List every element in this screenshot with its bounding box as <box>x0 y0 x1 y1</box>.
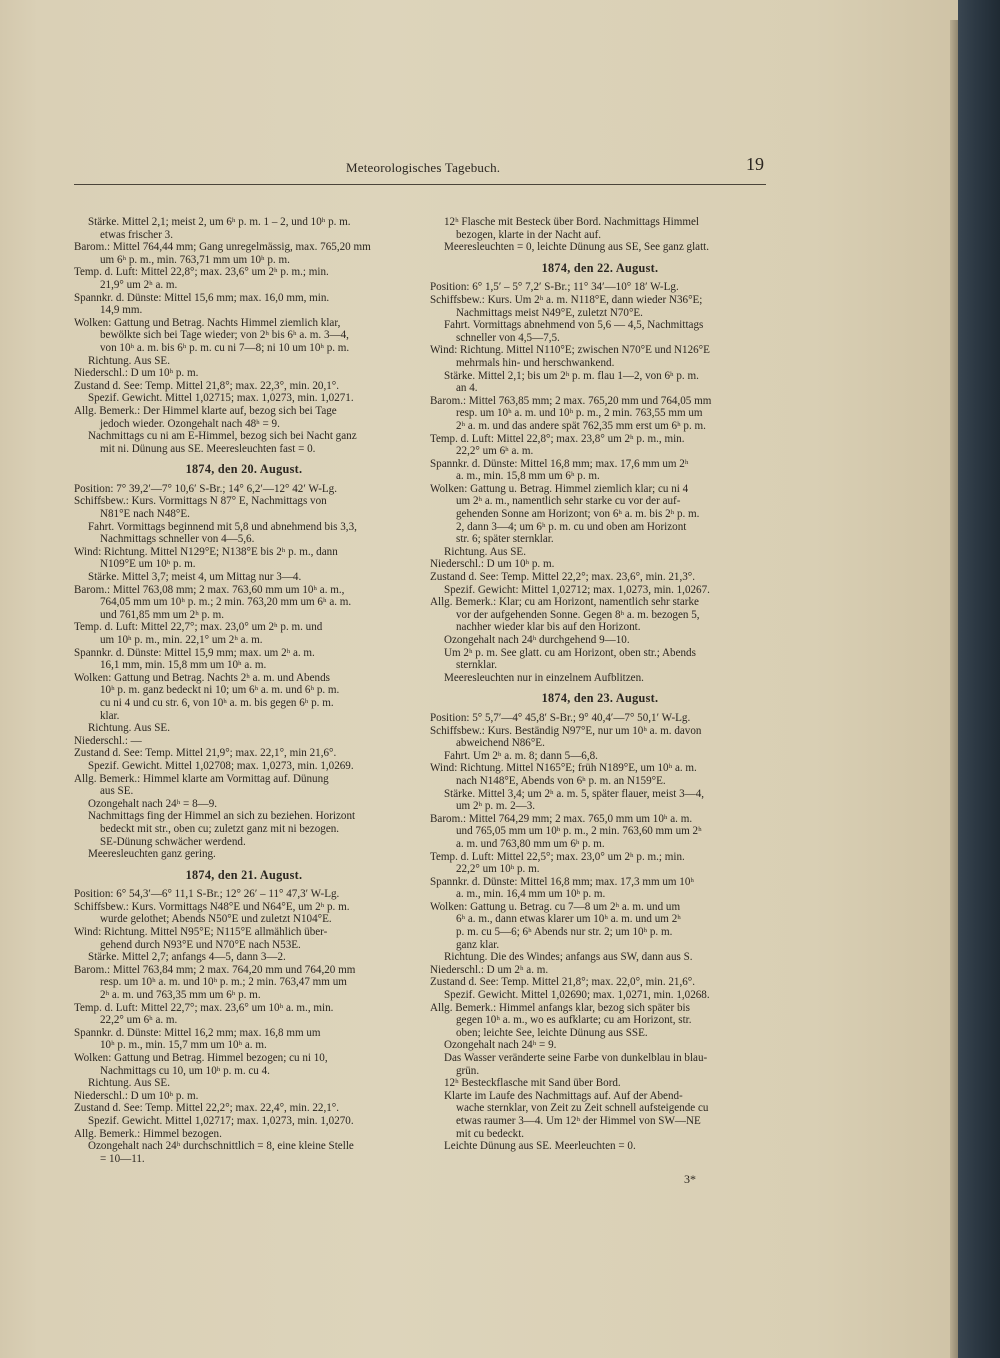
text-line: Niederschl.: D um 10ʰ p. m. <box>74 367 199 380</box>
text-line: Zustand d. See: Temp. Mittel 22,2°; max. 22,4°, min. 22,1°. <box>74 1102 339 1115</box>
text-line: Schiffsbew.: Kurs. Vormittags N 87° E, Nachmittags von <box>74 495 327 508</box>
text-line: Leichte Dünung aus SE. Meerleuchten = 0. <box>444 1140 636 1153</box>
text-line: mit ni. Dünung aus SE. Meeresleuchten fast = 0. <box>100 442 316 455</box>
text-line: Wind: Richtung. Mittel N129°E; N138°E bis 2ʰ p. m., dann <box>74 545 338 558</box>
section-heading: 1874, den 20. August. <box>185 462 303 477</box>
section-heading: 1874, den 22. August. <box>541 260 659 275</box>
text-line: aus SE. <box>100 785 134 798</box>
text-line: Fahrt. Vormittags beginnend mit 5,8 und abnehmend bis 3,3, <box>88 520 357 533</box>
text-line: Nachmittags fing der Himmel an sich zu beziehen. Horizont <box>88 810 356 823</box>
text-line: Allg. Bemerk.: Der Himmel klarte auf, bezog sich bei Tage <box>74 404 337 417</box>
text-line: Spannkr. d. Dünste: Mittel 16,8 mm; max. 17,6 mm um 2ʰ <box>430 457 689 470</box>
text-line: bedeckt mit str., oben cu; zuletzt ganz mit ni bezogen. <box>100 822 340 835</box>
text-line: gehend durch N93°E und N70°E nach N53E. <box>100 938 301 951</box>
text-line: Spezif. Gewicht. Mittel 1,02690; max. 1,0271, min. 1,0268. <box>444 989 710 1002</box>
text-line: resp. um 10ʰ a. m. und 10ʰ p. m.; 2 min. 763,47 mm um <box>100 976 347 989</box>
text-line: Zustand d. See: Temp. Mittel 21,9°; max. 22,1°, min 21,6°. <box>74 747 337 760</box>
text-line: Zustand d. See: Temp. Mittel 21,8°; max. 22,0°, min. 21,6°. <box>430 976 695 989</box>
text-line: Nachmittags cu 10, um 10ʰ p. m. cu 4. <box>100 1064 270 1077</box>
text-line: jedoch wieder. Ozongehalt nach 48ʰ = 9. <box>100 417 280 430</box>
text-line: Barom.: Mittel 763,84 mm; 2 max. 764,20 mm und 764,20 mm <box>74 963 356 976</box>
text-line: Um 2ʰ p. m. See glatt. cu am Horizont, oben str.; Abends <box>444 646 696 659</box>
text-line: Das Wasser veränderte seine Farbe von dunkelblau in blau- <box>444 1052 708 1064</box>
text-line: Richtung. Aus SE. <box>88 354 170 367</box>
text-line: Spannkr. d. Dünste: Mittel 16,8 mm; max. 17,3 mm um 10ʰ <box>430 875 694 888</box>
text-line: ganz klar. <box>456 938 500 951</box>
text-line: und 761,85 mm um 2ʰ p. m. <box>100 608 225 621</box>
text-line: 12ʰ Besteckflasche mit Sand über Bord. <box>444 1077 621 1090</box>
text-line: 2ʰ a. m. und das andere spät 762,35 mm erst um 6ʰ p. m. <box>456 419 706 432</box>
text-line: Allg. Bemerk.: Himmel bezogen. <box>74 1127 222 1140</box>
text-line: um 2ʰ p. m. 2—3. <box>456 800 536 813</box>
text-line: N109°E um 10ʰ p. m. <box>100 558 196 571</box>
text-line: a. m., min. 16,4 mm um 10ʰ p. m. <box>456 888 606 901</box>
book-spine <box>958 0 1000 1358</box>
text-line: Nachmittags meist N49°E, zuletzt N70°E. <box>456 306 643 319</box>
text-line: Nachmittags cu ni am E-Himmel, bezog sich bei Nacht ganz <box>88 430 357 443</box>
text-line: Spannkr. d. Dünste: Mittel 15,6 mm; max. 16,0 mm, min. <box>74 291 330 304</box>
text-line: Ozongehalt nach 24ʰ durchschnittlich = 8, eine kleine Stelle <box>88 1140 354 1153</box>
text-line: Schiffsbew.: Kurs. Beständig N97°E, nur um 10ʰ a. m. davon <box>430 724 702 737</box>
section-heading: 1874, den 21. August. <box>185 867 303 882</box>
text-line: 10ʰ p. m., min. 15,7 mm um 10ʰ a. m. <box>100 1039 267 1052</box>
text-line: grün. <box>456 1064 480 1077</box>
text-line: Richtung. Aus SE. <box>88 1077 170 1090</box>
text-line: sternklar. <box>456 659 497 672</box>
text-line: Klarte im Laufe des Nachmittags auf. Auf der Abend- <box>444 1089 683 1102</box>
text-line: Niederschl.: D um 2ʰ a. m. <box>430 963 549 976</box>
text-line: Temp. d. Luft: Mittel 22,7°; max. 23,6° um 10ʰ a. m., min. <box>74 1001 334 1014</box>
text-line: Barom.: Mittel 764,29 mm; 2 max. 765,0 mm um 10ʰ a. m. <box>430 812 693 825</box>
text-line: Stärke. Mittel 3,7; meist 4, um Mittag nur 3—4. <box>88 571 302 584</box>
text-line: 21,9° um 2ʰ a. m. <box>100 278 178 291</box>
text-line: Meeresleuchten nur in einzelnem Aufblitzen. <box>444 671 644 684</box>
text-line: Wolken: Gattung und Betrag. Nachts 2ʰ a. m. und Abends <box>74 671 330 684</box>
right-column <box>430 216 770 1153</box>
text-line: nachher wieder klar bis auf den Horizont. <box>456 621 641 634</box>
text-line: um 2ʰ a. m., namentlich sehr starke cu vor der auf- <box>456 495 681 508</box>
left-column <box>74 216 414 1165</box>
text-line: Schiffsbew.: Kurs. Vormittags N48°E und N64°E, um 2ʰ p. m. <box>74 900 350 913</box>
text-line: Allg. Bemerk.: Himmel klarte am Vormittag auf. Dünung <box>74 772 329 785</box>
text-line: Richtung. Aus SE. <box>88 722 170 735</box>
text-line: Schiffsbew.: Kurs. Um 2ʰ a. m. N118°E, dann wieder N36°E; <box>430 293 703 306</box>
text-line: 22,2° um 6ʰ a. m. <box>100 1014 178 1027</box>
text-line: vor der aufgehenden Sonne. Gegen 8ʰ a. m. bezogen 5, <box>456 608 700 621</box>
text-line: Barom.: Mittel 764,44 mm; Gang unregelmässig, max. 765,20 mm <box>74 241 371 254</box>
text-line: Wolken: Gattung u. Betrag. Himmel ziemlich klar; cu ni 4 <box>430 482 689 495</box>
text-line: p. m. cu 5—6; 6ʰ Abends nur str. 2; um 10ʰ p. m. <box>456 926 673 939</box>
text-line: Ozongehalt nach 24ʰ = 8—9. <box>88 797 218 810</box>
text-line: Meeresleuchten = 0, leichte Dünung aus SE, See ganz glatt. <box>444 241 710 254</box>
text-line: Richtung. Aus SE. <box>444 545 526 558</box>
text-line: gehenden Sonne am Horizont; von 6ʰ a. m. bis 2ʰ p. m. <box>456 508 700 521</box>
page-header <box>74 154 766 185</box>
text-line: Barom.: Mittel 763,08 mm; 2 max. 763,60 mm um 10ʰ a. m., <box>74 583 345 596</box>
text-line: Ozongehalt nach 24ʰ = 9. <box>444 1039 557 1052</box>
text-line: Zustand d. See: Temp. Mittel 22,2°; max. 23,6°, min. 21,3°. <box>430 571 695 584</box>
text-line: Wolken: Gattung und Betrag. Nachts Himmel ziemlich klar, <box>74 316 341 329</box>
text-line: 12ʰ Flasche mit Besteck über Bord. Nachmittags Himmel <box>444 216 699 228</box>
text-line: Position: 5° 5,7′—4° 45,8′ S-Br.; 9° 40,4′—7° 50,1′ W-Lg. <box>430 711 691 724</box>
text-line: von 10ʰ a. m. bis 6ʰ p. m. cu ni 7—8; ni 10 um 10ʰ p. m. <box>100 341 350 354</box>
text-line: Meeresleuchten ganz gering. <box>88 848 216 861</box>
text-line: Spannkr. d. Dünste: Mittel 15,9 mm; max. um 2ʰ a. m. <box>74 646 315 659</box>
text-line: Wolken: Gattung u. Betrag. cu 7—8 um 2ʰ a. m. und um <box>430 900 681 913</box>
text-line: 6ʰ a. m., dann etwas klarer um 10ʰ a. m. und um 2ʰ <box>456 913 681 926</box>
text-line: Niederschl.: D um 10ʰ p. m. <box>74 1089 199 1102</box>
text-line: Allg. Bemerk.: Himmel anfangs klar, bezog sich später bis <box>430 1001 690 1014</box>
text-line: Allg. Bemerk.: Klar; cu am Horizont, namentlich sehr starke <box>430 596 699 609</box>
text-line: N81°E nach N48°E. <box>100 508 190 521</box>
text-line: Spannkr. d. Dünste: Mittel 16,2 mm; max. 16,8 mm um <box>74 1026 321 1039</box>
text-line: um 6ʰ p. m., min. 763,71 mm um 10ʰ p. m. <box>100 253 290 266</box>
text-line: wurde gelothet; Abends N50°E und zuletzt N104°E. <box>100 913 332 926</box>
text-line: Stärke. Mittel 3,4; um 2ʰ a. m. 5, später flauer, meist 3—4, <box>444 787 705 800</box>
text-line: Fahrt. Um 2ʰ a. m. 8; dann 5—6,8. <box>444 749 598 762</box>
section-heading: 1874, den 23. August. <box>541 691 659 706</box>
text-line: Position: 7° 39,2′—7° 10,6′ S-Br.; 14° 6,2′—12° 42′ W-Lg. <box>74 482 338 495</box>
text-line: cu ni 4 und cu str. 6, von 10ʰ a. m. bis gegen 6ʰ p. m. <box>100 696 334 709</box>
running-head: Meteorologisches Tagebuch. <box>346 160 501 175</box>
text-line: resp. um 10ʰ a. m. und 10ʰ p. m., 2 min. 763,55 mm um <box>456 407 703 420</box>
text-line: 10ʰ p. m. ganz bedeckt ni 10; um 6ʰ a. m. und 6ʰ p. m. <box>100 684 340 697</box>
text-line: Stärke. Mittel 2,1; meist 2, um 6ʰ p. m. 1 – 2, und 10ʰ p. m. <box>88 216 351 228</box>
text-line: 16,1 mm, min. 15,8 mm um 10ʰ a. m. <box>100 659 267 672</box>
text-line: Temp. d. Luft: Mittel 22,7°; max. 23,0° um 2ʰ p. m. und <box>74 621 323 634</box>
page-number: 19 <box>746 154 764 174</box>
text-line: Wind: Richtung. Mittel N95°E; N115°E allmählich über- <box>74 926 328 939</box>
text-line: Niederschl.: — <box>74 734 142 747</box>
text-line: 2ʰ a. m. und 763,35 mm um 6ʰ p. m. <box>100 989 261 1002</box>
text-line: 2, dann 3—4; um 6ʰ p. m. cu und oben am Horizont <box>456 520 687 533</box>
text-line: Stärke. Mittel 2,7; anfangs 4—5, dann 3—2. <box>88 951 286 964</box>
text-line: klar. <box>100 709 120 722</box>
text-line: nach N148°E, Abends von 6ʰ p. m. an N159°E. <box>456 774 666 787</box>
text-line: mit cu bedeckt. <box>456 1127 525 1140</box>
text-line: Nachmittags schneller von 4—5,6. <box>100 533 255 546</box>
text-line: 764,05 mm um 10ʰ p. m.; 2 min. 763,20 mm um 6ʰ a. m. <box>100 596 352 609</box>
text-line: Spezif. Gewicht. Mittel 1,02708; max. 1,0273, min. 1,0269. <box>88 759 354 772</box>
text-line: Fahrt. Vormittags abnehmend von 5,6 — 4,5, Nachmittags <box>444 319 704 332</box>
text-line: Barom.: Mittel 763,85 mm; 2 max. 765,20 mm und 764,05 mm <box>430 394 712 407</box>
text-line: bewölkte sich bei Tage wieder; von 2ʰ bis 6ʰ a. m. 3—4, <box>100 329 349 342</box>
text-line: Temp. d. Luft: Mittel 22,5°; max. 23,0° um 2ʰ p. m.; min. <box>430 850 685 863</box>
text-line: Spezif. Gewicht. Mittel 1,02715; max. 1,0273, min. 1,0271. <box>88 392 354 405</box>
text-line: Spezif. Gewicht: Mittel 1,02712; max. 1,0273, min. 1,0267. <box>444 583 710 596</box>
text-line: Wind: Richtung. Mittel N165°E; früh N189°E, um 10ʰ a. m. <box>430 762 697 775</box>
text-line: Position: 6° 1,5′ – 5° 7,2′ S-Br.; 11° 34′—10° 18′ W-Lg. <box>430 281 679 294</box>
text-line: und 765,05 mm um 10ʰ p. m., 2 min. 763,60 mm um 2ʰ <box>456 825 702 838</box>
text-line: etwas frischer 3. <box>100 228 174 241</box>
text-line: abweichend N86°E. <box>456 737 545 750</box>
text-line: etwas raumer 3—4. Um 12ʰ der Himmel von SW—NE <box>456 1114 701 1127</box>
text-line: Stärke. Mittel 2,1; bis um 2ʰ p. m. flau 1—2, von 6ʰ p. m. <box>444 369 699 382</box>
text-line: 22,2° um 10ʰ p. m. <box>456 863 540 876</box>
text-line: a. m. und 763,80 mm um 6ʰ p. m. <box>456 837 605 850</box>
text-line: SE-Dünung schwächer werdend. <box>100 835 246 848</box>
text-line: an 4. <box>456 382 478 395</box>
text-line: Richtung. Die des Windes; anfangs aus SW, dann aus S. <box>444 951 693 964</box>
signature-mark: 3* <box>684 1172 696 1186</box>
text-line: Wolken: Gattung und Betrag. Himmel bezogen; cu ni 10, <box>74 1052 328 1064</box>
text-line: gegen 10ʰ a. m., wo es aufklarte; cu am Horizont, str. <box>456 1014 692 1027</box>
text-line: Niederschl.: D um 10ʰ p. m. <box>430 558 555 571</box>
text-line: Position: 6° 54,3′—6° 11,1 S-Br.; 12° 26′ – 11° 47,3′ W-Lg. <box>74 888 340 901</box>
text-line: str. 6; später sternklar. <box>456 533 554 546</box>
text-line: = 10—11. <box>100 1152 145 1165</box>
text-line: um 10ʰ p. m., min. 22,1° um 2ʰ a. m. <box>100 634 263 646</box>
text-line: a. m., min. 15,8 mm um 6ʰ p. m. <box>456 470 600 483</box>
text-line: Temp. d. Luft: Mittel 22,8°; max. 23,6° um 2ʰ p. m.; min. <box>74 266 329 279</box>
text-line: 22,2° um 6ʰ a. m. <box>456 445 534 458</box>
text-line: Spezif. Gewicht. Mittel 1,02717; max. 1,0273, min. 1,0270. <box>88 1114 354 1127</box>
text-line: Temp. d. Luft: Mittel 22,8°; max. 23,8° um 2ʰ p. m., min. <box>430 432 685 445</box>
text-line: Ozongehalt nach 24ʰ durchgehend 9—10. <box>444 634 630 646</box>
text-line: wache sternklar, von Zeit zu Zeit schnell aufsteigende cu <box>456 1102 709 1115</box>
text-line: 14,9 mm. <box>100 304 143 317</box>
text-line: mehrmals hin- und herschwankend. <box>456 356 615 369</box>
text-line: Wind: Richtung. Mittel N110°E; zwischen N70°E und N126°E <box>430 344 710 357</box>
text-line: oben; leichte See, leichte Dünung aus SSE. <box>456 1026 648 1039</box>
text-line: schneller von 4,5—7,5. <box>456 331 560 344</box>
text-line: bezogen, klarte in der Nacht auf. <box>456 228 602 241</box>
text-line: Zustand d. See: Temp. Mittel 21,8°; max. 22,3°, min. 20,1°. <box>74 379 339 392</box>
